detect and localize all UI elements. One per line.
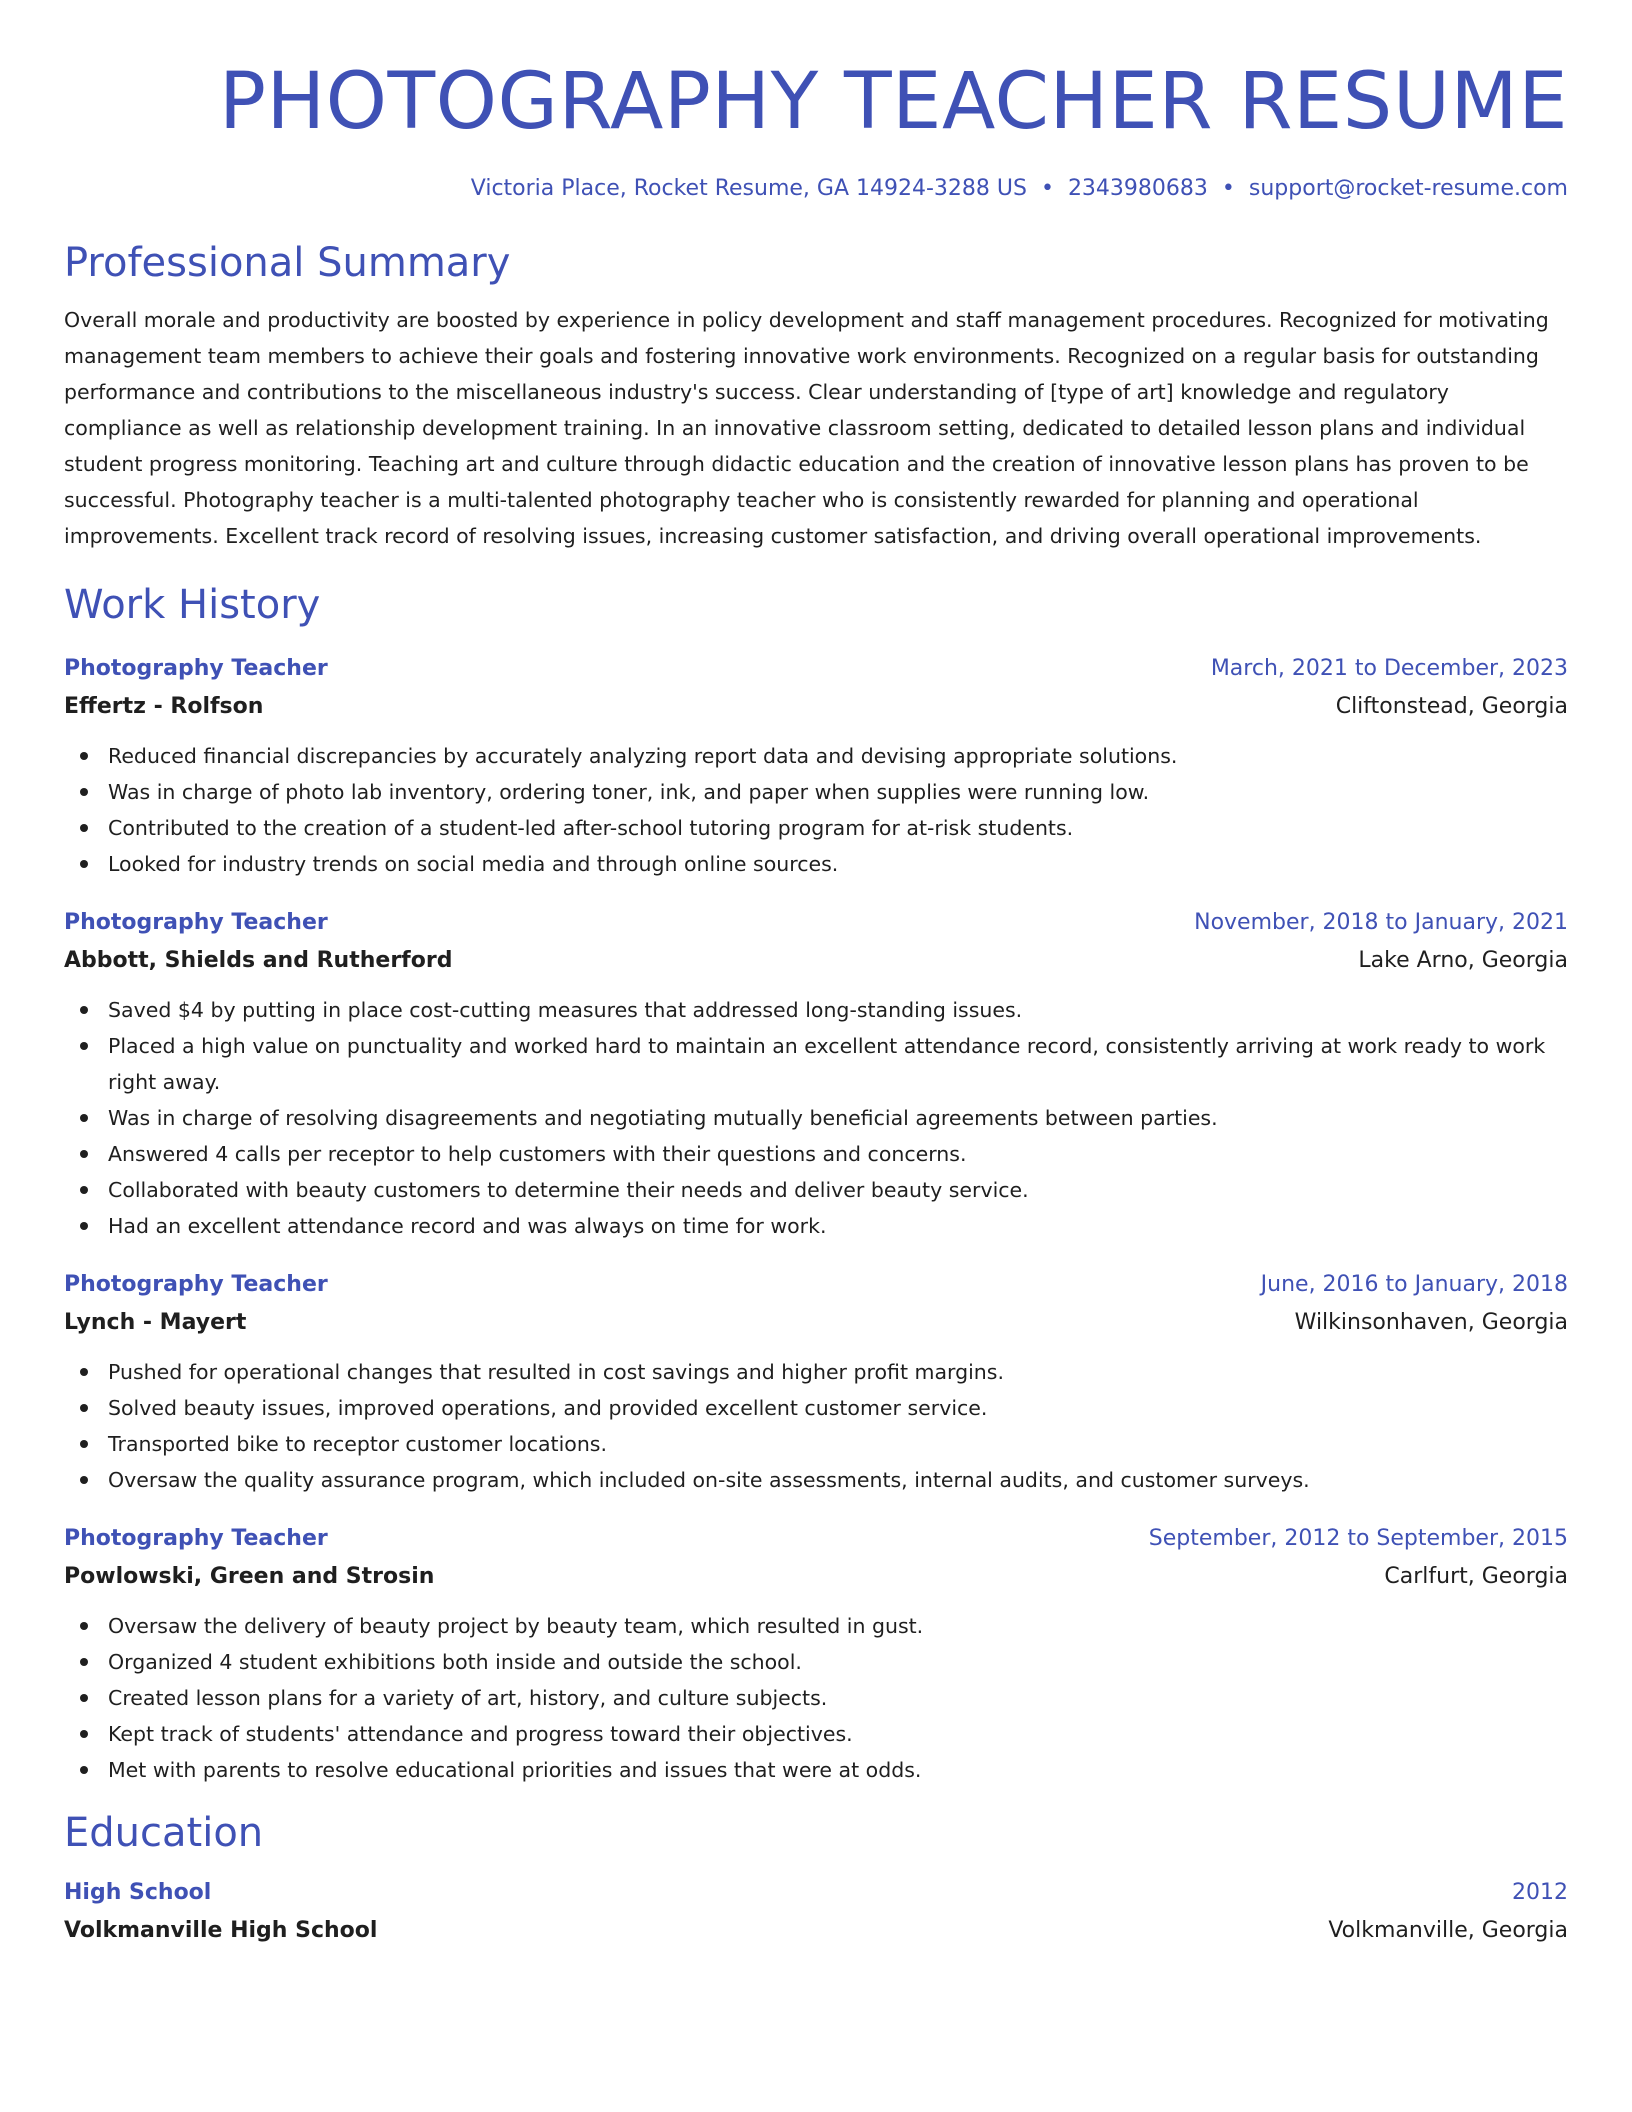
job-entry	[64, 1520, 1568, 1788]
contact-separator: •	[1040, 176, 1054, 201]
job-bullet: Created lesson plans for a variety of art, history, and culture subjects.	[64, 1680, 1568, 1716]
contact-phone: 2343980683	[1067, 176, 1208, 201]
job-location: Lake Arno, Georgia	[1358, 948, 1568, 973]
education-location: Volkmanville, Georgia	[1328, 1918, 1568, 1943]
job-bullet-list	[64, 1608, 1568, 1788]
job-bullet-list	[64, 1354, 1568, 1498]
job-dates: June, 2016 to January, 2018	[1260, 1272, 1568, 1297]
job-title: Photography Teacher	[64, 656, 328, 681]
job-company: Effertz - Rolfson	[64, 694, 264, 719]
job-bullet: Saved $4 by putting in place cost-cutting measures that addressed long-standing issues.	[64, 992, 1568, 1028]
job-bullet: Collaborated with beauty customers to determine their needs and deliver beauty service.	[64, 1172, 1568, 1208]
section-title-summary: Professional Summary	[64, 240, 511, 286]
job-bullet: Contributed to the creation of a student-led after-school tutoring program for at-risk students.	[64, 810, 1568, 846]
job-bullet: Pushed for operational changes that resulted in cost savings and higher profit margins.	[64, 1354, 1568, 1390]
contact-separator: •	[1221, 176, 1235, 201]
job-bullet: Organized 4 student exhibitions both inside and outside the school.	[64, 1644, 1568, 1680]
job-bullet: Kept track of students' attendance and progress toward their objectives.	[64, 1716, 1568, 1752]
job-title: Photography Teacher	[64, 1526, 328, 1551]
job-entry	[64, 650, 1568, 882]
contact-email: support@rocket-resume.com	[1248, 176, 1568, 201]
education-degree: High School	[64, 1880, 212, 1905]
job-bullet: Solved beauty issues, improved operations, and provided excellent customer service.	[64, 1390, 1568, 1426]
job-bullet: Reduced financial discrepancies by accurately analyzing report data and devising appropriate solutions.	[64, 738, 1568, 774]
section-title-work-history: Work History	[64, 582, 321, 628]
job-bullet: Transported bike to receptor customer locations.	[64, 1426, 1568, 1462]
work-history-section	[64, 580, 1568, 1788]
job-dates: September, 2012 to September, 2015	[1148, 1526, 1568, 1551]
job-company: Abbott, Shields and Rutherford	[64, 948, 453, 973]
job-bullet: Looked for industry trends on social media and through online sources.	[64, 846, 1568, 882]
education-year: 2012	[1512, 1880, 1568, 1905]
job-company: Powlowski, Green and Strosin	[64, 1564, 435, 1589]
section-title-education: Education	[64, 1810, 264, 1856]
professional-summary-section	[64, 238, 1568, 554]
job-bullet: Answered 4 calls per receptor to help customers with their questions and concerns.	[64, 1136, 1568, 1172]
job-location: Carlfurt, Georgia	[1384, 1564, 1568, 1589]
summary-text: Overall morale and productivity are boosted by experience in policy development and staff management procedures. Recognized for motivating management team members to achieve their goals and fostering innovative work environments. Recognized on a regular basis for outstanding performance and contributions to the miscellaneous industry's success. Clear understanding of [type of art] knowledge and regulatory compliance as well as relationship development training. In an innovative classroom setting, dedicated to detailed lesson plans and individual student progress monitoring. Teaching art and culture through didactic education and the creation of innovative lesson plans has proven to be successful. Photography teacher is a multi-talented photography teacher who is consistently rewarded for planning and operational improvements. Excellent track record of resolving issues, increasing customer satisfaction, and driving overall operational improvements.	[64, 308, 1549, 548]
job-dates: November, 2018 to January, 2021	[1194, 910, 1568, 935]
resume-header	[64, 0, 1568, 204]
contact-address: Victoria Place, Rocket Resume, GA 14924-3288 US	[470, 176, 1027, 201]
job-entry	[64, 904, 1568, 1244]
education-section	[64, 1808, 1568, 1950]
job-bullet: Oversaw the delivery of beauty project by beauty team, which resulted in gust.	[64, 1608, 1568, 1644]
job-bullet: Had an excellent attendance record and was always on time for work.	[64, 1208, 1568, 1244]
job-location: Wilkinsonhaven, Georgia	[1294, 1310, 1568, 1335]
job-entry	[64, 1266, 1568, 1498]
job-bullet-list	[64, 992, 1568, 1244]
job-company: Lynch - Mayert	[64, 1310, 247, 1335]
contact-line	[64, 174, 1568, 204]
resume-name: PHOTOGRAPHY TEACHER RESUME	[218, 57, 1568, 147]
job-title: Photography Teacher	[64, 1272, 328, 1297]
job-bullet: Was in charge of photo lab inventory, ordering toner, ink, and paper when supplies were running low.	[64, 774, 1568, 810]
job-dates: March, 2021 to December, 2023	[1210, 656, 1568, 681]
job-bullet: Oversaw the quality assurance program, which included on-site assessments, internal audits, and customer surveys.	[64, 1462, 1568, 1498]
job-bullet: Met with parents to resolve educational priorities and issues that were at odds.	[64, 1752, 1568, 1788]
job-bullet-list	[64, 738, 1568, 882]
education-entry	[64, 1874, 1568, 1950]
job-location: Cliftonstead, Georgia	[1335, 694, 1568, 719]
education-school: Volkmanville High School	[64, 1918, 378, 1943]
job-title: Photography Teacher	[64, 910, 328, 935]
job-bullet: Placed a high value on punctuality and worked hard to maintain an excellent attendance record, consistently arriving at work ready to work right away.	[64, 1028, 1568, 1100]
job-bullet: Was in charge of resolving disagreements and negotiating mutually beneficial agreements between parties.	[64, 1100, 1568, 1136]
